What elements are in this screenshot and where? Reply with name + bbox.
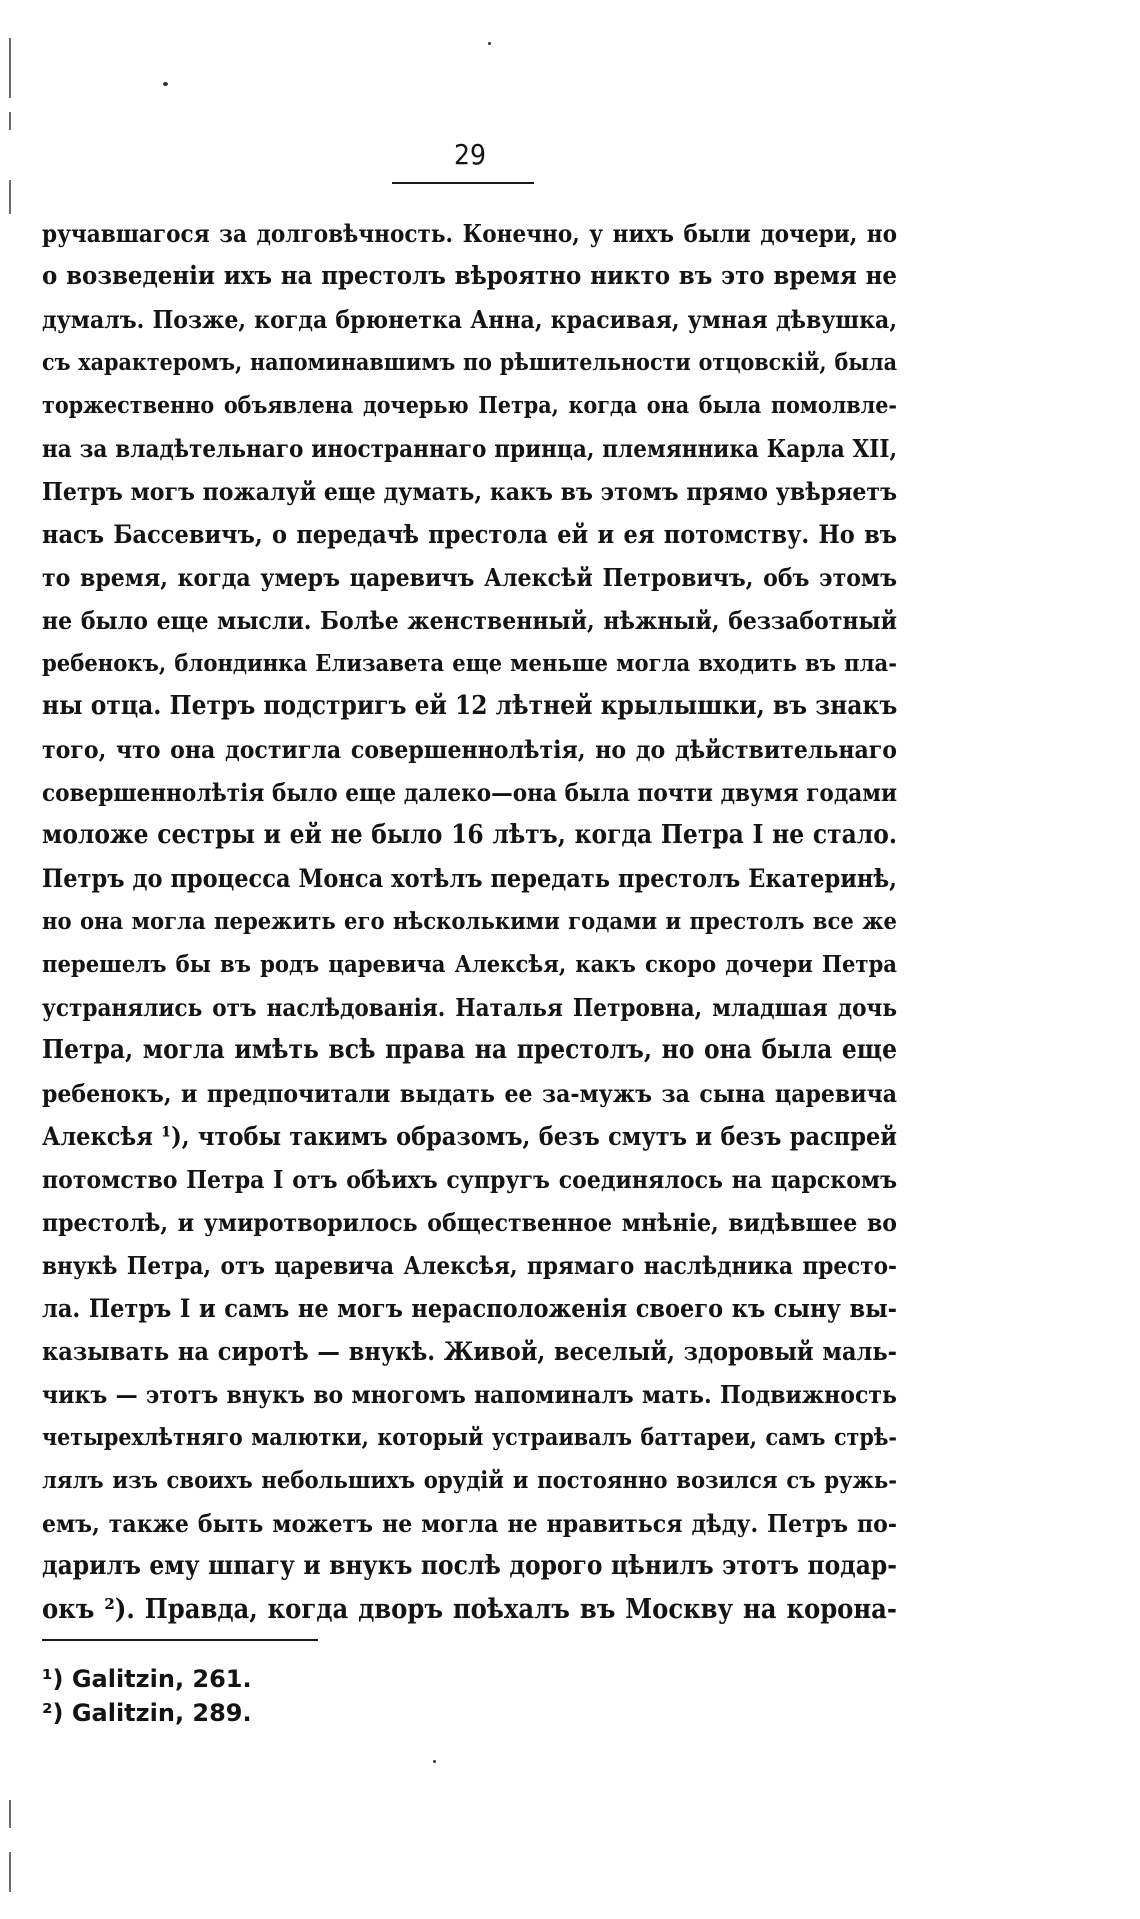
scan-edge-mark: [9, 112, 11, 130]
text-line: Петръ могъ пожалуй еще думать, какъ въ этомъ прямо увѣряетъ: [42, 477, 897, 506]
text-line: ручавшагося за долговѣчность. Конечно, у нихъ были дочери, но: [42, 219, 897, 248]
text-line: ны отца. Петръ подстригъ ей 12 лѣтней крылышки, въ знакъ: [42, 691, 898, 721]
text-line: казывать на сиротѣ — внукѣ. Живой, веселый, здоровый маль-: [42, 1337, 897, 1366]
text-line: дарилъ ему шпагу и внукъ послѣ дорого цѣнилъ этотъ подар-: [42, 1551, 897, 1581]
text-line: чикъ — этотъ внукъ во многомъ напоминалъ мать. Подвижность: [42, 1380, 897, 1409]
body-text: [42, 212, 897, 1631]
text-line: ребенокъ, и предпочитали выдать ее за-мужъ за сына царевича: [42, 1079, 897, 1108]
text-line: потомство Петра I отъ обѣихъ супругъ соединялось на царскомъ: [42, 1165, 897, 1194]
scan-speck: [163, 82, 168, 86]
text-line: Алексѣя ¹), чтобы такимъ образомъ, безъ смутъ и безъ распрей: [42, 1122, 897, 1151]
scan-edge-mark: [9, 1800, 11, 1828]
text-line: устранялись отъ наслѣдованія. Наталья Петровна, младшая дочь: [42, 993, 897, 1022]
text-line: того, что она достигла совершеннолѣтія, но до дѣйствительнаго: [42, 735, 897, 764]
text-line: насъ Бассевичъ, о передачѣ престола ей и ея потомству. Но въ: [42, 520, 897, 549]
text-line: внукѣ Петра, отъ царевича Алексѣя, прямаго наслѣдника престо-: [42, 1251, 897, 1280]
scan-speck: [488, 42, 491, 45]
text-line: лялъ изъ своихъ небольшихъ орудій и постоянно возился съ ружь-: [42, 1466, 897, 1494]
text-line: на за владѣтельнаго иностраннаго принца, племянника Карла XII,: [42, 434, 897, 463]
footnotes: [42, 1662, 252, 1730]
text-line: перешелъ бы въ родъ царевича Алексѣя, какъ скоро дочери Петра: [42, 950, 897, 978]
text-line: о возведеніи ихъ на престолъ вѣроятно никто въ это время не: [42, 261, 897, 291]
text-line: Петръ до процесса Монса хотѣлъ передать престолъ Екатеринѣ,: [42, 864, 897, 893]
text-line: ребенокъ, блондинка Елизавета еще меньше могла входить въ пла-: [42, 649, 897, 677]
text-line: Петра, могла имѣть всѣ права на престолъ, но она была еще: [42, 1035, 897, 1065]
text-line: совершеннолѣтія было еще далеко—она была почти двумя годами: [42, 778, 897, 807]
text-line: думалъ. Позже, когда брюнетка Анна, красивая, умная дѣвушка,: [42, 305, 897, 334]
scan-edge-mark: [9, 38, 11, 98]
text-line: емъ, также быть можетъ не могла не нравиться дѣду. Петръ по-: [42, 1509, 897, 1538]
footnote: ²) Galitzin, 289.: [42, 1699, 252, 1727]
header-rule: [392, 182, 534, 184]
text-line: то время, когда умеръ царевичъ Алексѣй Петровичъ, объ этомъ: [42, 563, 897, 592]
text-line: моложе сестры и ей не было 16 лѣтъ, когда Петра I не стало.: [42, 820, 897, 850]
text-line: четырехлѣтняго малютки, который устраивалъ баттареи, самъ стрѣ-: [42, 1424, 897, 1451]
text-line: окъ ²). Правда, когда дворъ поѣхалъ въ Москву на корона-: [42, 1594, 897, 1625]
text-line: съ характеромъ, напоминавшимъ по рѣшительности отцовскій, была: [42, 349, 897, 376]
text-line: ла. Петръ I и самъ не могъ нерасположенія своего къ сыну вы-: [42, 1294, 897, 1323]
scan-edge-mark: [9, 1852, 11, 1892]
footnote: ¹) Galitzin, 261.: [42, 1665, 252, 1693]
text-line: торжественно объявлена дочерью Петра, когда она была помолвле-: [42, 392, 897, 419]
text-line: но она могла пережить его нѣсколькими годами и престолъ все же: [42, 907, 897, 935]
text-line: не было еще мысли. Болѣе женственный, нѣжный, беззаботный: [42, 606, 897, 635]
text-line: престолѣ, и умиротворилось общественное мнѣніе, видѣвшее во: [42, 1208, 897, 1237]
page-number: 29: [453, 138, 487, 171]
footnote-rule: [42, 1639, 318, 1641]
scan-speck: [433, 1760, 436, 1763]
scan-edge-mark: [9, 180, 11, 214]
